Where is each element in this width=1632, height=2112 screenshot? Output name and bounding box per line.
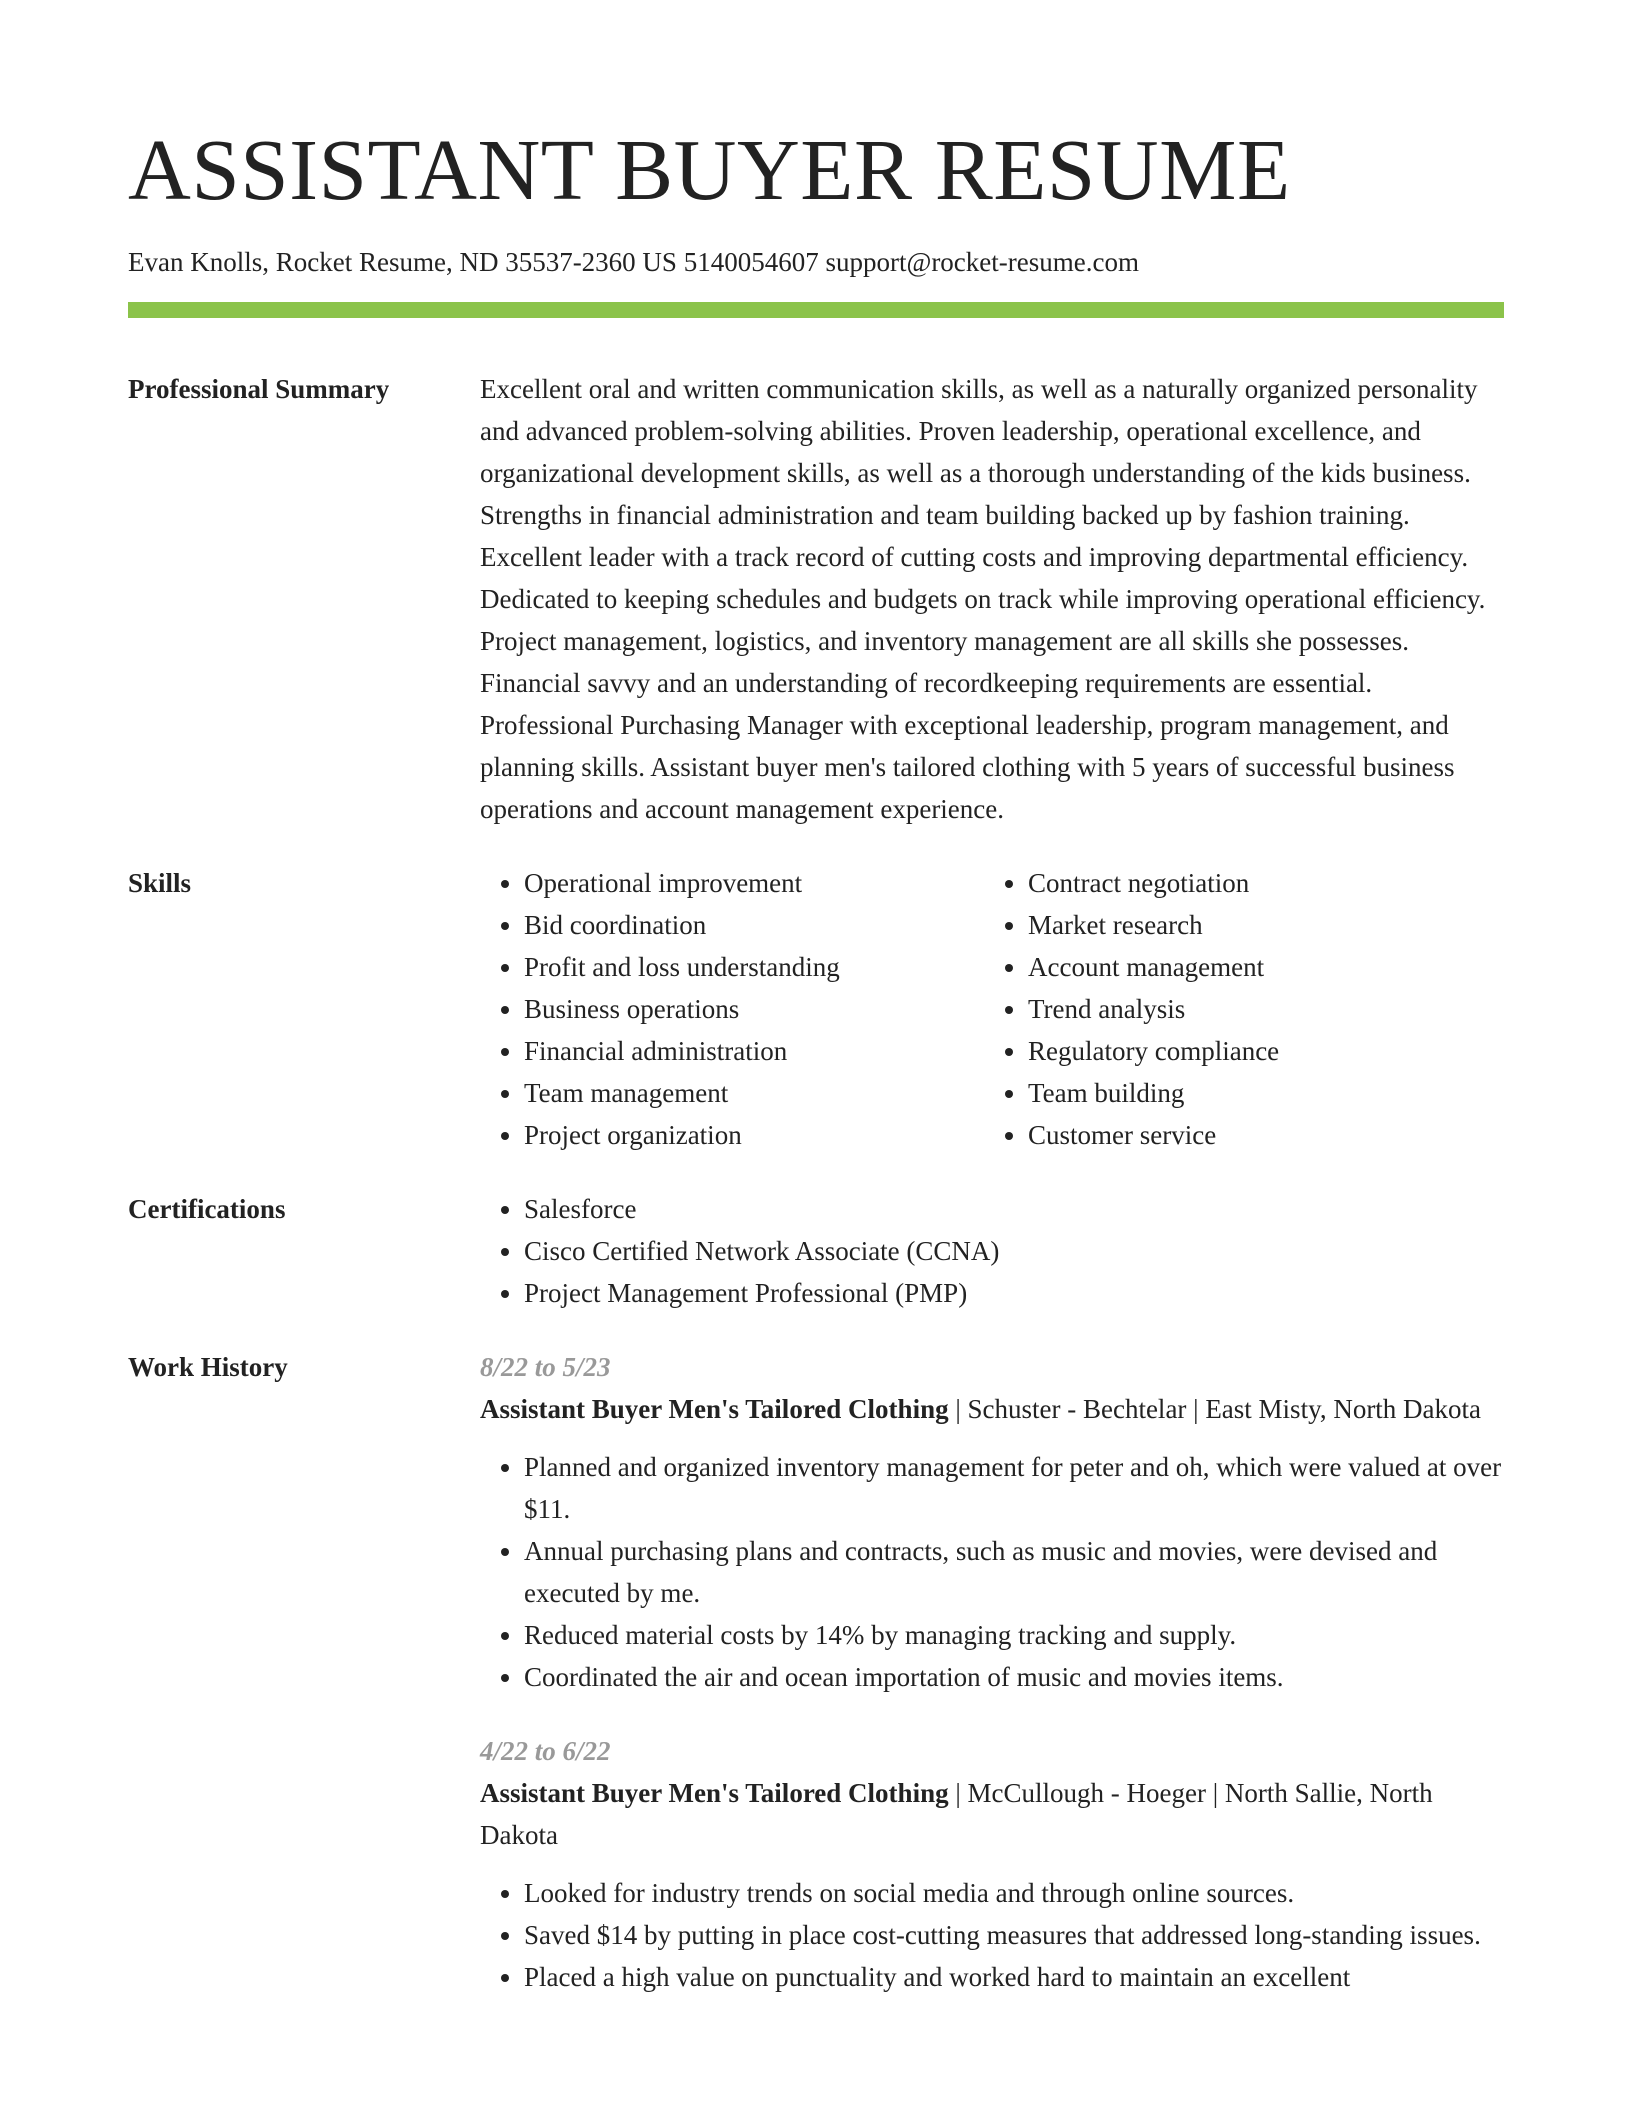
skill-item: • Trend analysis [1028,988,1488,1030]
job-entry [480,1346,1504,1698]
skills-section [128,862,1504,1156]
job-bullet: • Saved $14 by putting in place cost-cutting measures that addressed long-standing issues. [524,1914,1504,1956]
job-bullet: • Reduced material costs by 14% by managing tracking and supply. [524,1614,1504,1656]
skill-item: • Bid coordination [524,904,984,946]
certifications-body [480,1188,1504,1314]
job-employer-location: | Schuster - Bechtelar | East Misty, North Dakota [948,1394,1482,1424]
job-dates: 4/22 to 6/22 [480,1736,611,1766]
job-dates: 8/22 to 5/23 [480,1352,611,1382]
job-bullet: • Placed a high value on punctuality and worked hard to maintain an excellent [524,1956,1504,1998]
work-history-body [480,1346,1504,1998]
job-bullet: • Annual purchasing plans and contracts, such as music and movies, were devised and executed by me. [524,1530,1504,1614]
section-label-skills: Skills [128,868,192,898]
work-history-section [128,1346,1504,1998]
job-heading [480,1388,1504,1430]
job-bullet: • Looked for industry trends on social media and through online sources. [524,1872,1504,1914]
job-heading [480,1772,1504,1856]
job-entry [480,1730,1504,1998]
certifications-section [128,1188,1504,1314]
certification-item: • Project Management Professional (PMP) [524,1272,1504,1314]
section-label-summary: Professional Summary [128,374,390,404]
job-bullets [480,1872,1504,1998]
job-employer-location: | McCullough - Hoeger | North Sallie, North Dakota [480,1778,1433,1850]
section-label-certifications: Certifications [128,1194,286,1224]
job-bullet: • Planned and organized inventory management for peter and oh, which were valued at over $11. [524,1446,1504,1530]
skills-column-2 [984,862,1488,1156]
section-label-work: Work History [128,1352,288,1382]
skills-column-1 [480,862,984,1156]
skill-item: • Project organization [524,1114,984,1156]
skills-list-1 [480,862,984,1156]
accent-divider [128,302,1504,318]
summary-text: Excellent oral and written communication skills, as well as a naturally organized personality and advanced problem-solving abilities. Proven leadership, operational excellence, and organizational development skills, as well as a thorough understanding of the kids business. Strengths in financial administration and team building backed up by fashion training. Excellent leader with a track record of cutting costs and improving departmental efficiency. Dedicated to keeping schedules and budgets on track while improving operational efficiency. Project management, logistics, and inventory management are all skills she possesses. Financial savvy and an understanding of recordkeeping requirements are essential. Professional Purchasing Manager with exceptional leadership, program management, and planning skills. Assistant buyer men's tailored clothing with 5 years of successful business operations and account management experience. [480,374,1486,824]
contact-line: Evan Knolls, Rocket Resume, ND 35537-2360 US 5140054607 support@rocket-resume.com [128,247,1139,277]
job-title: Assistant Buyer Men's Tailored Clothing [480,1394,949,1424]
certification-item: • Salesforce [524,1188,1504,1230]
skill-item: • Team management [524,1072,984,1114]
professional-summary-section [128,368,1504,830]
resume-page [128,0,1504,1998]
job-bullets [480,1446,1504,1698]
resume-title: ASSISTANT BUYER RESUME [128,121,1291,218]
skills-list-2 [984,862,1488,1156]
skill-item: • Contract negotiation [1028,862,1488,904]
skill-item: • Team building [1028,1072,1488,1114]
job-bullet: • Coordinated the air and ocean importation of music and movies items. [524,1656,1504,1698]
summary-body [480,368,1504,830]
skill-item: • Customer service [1028,1114,1488,1156]
skill-item: • Market research [1028,904,1488,946]
skill-item: • Account management [1028,946,1488,988]
skill-item: • Regulatory compliance [1028,1030,1488,1072]
skill-item: • Profit and loss understanding [524,946,984,988]
certification-item: • Cisco Certified Network Associate (CCNA) [524,1230,1504,1272]
skill-item: • Business operations [524,988,984,1030]
certifications-list [480,1188,1504,1314]
skill-item: • Financial administration [524,1030,984,1072]
job-title: Assistant Buyer Men's Tailored Clothing [480,1778,949,1808]
skills-grid [480,862,1504,1156]
skill-item: • Operational improvement [524,862,984,904]
